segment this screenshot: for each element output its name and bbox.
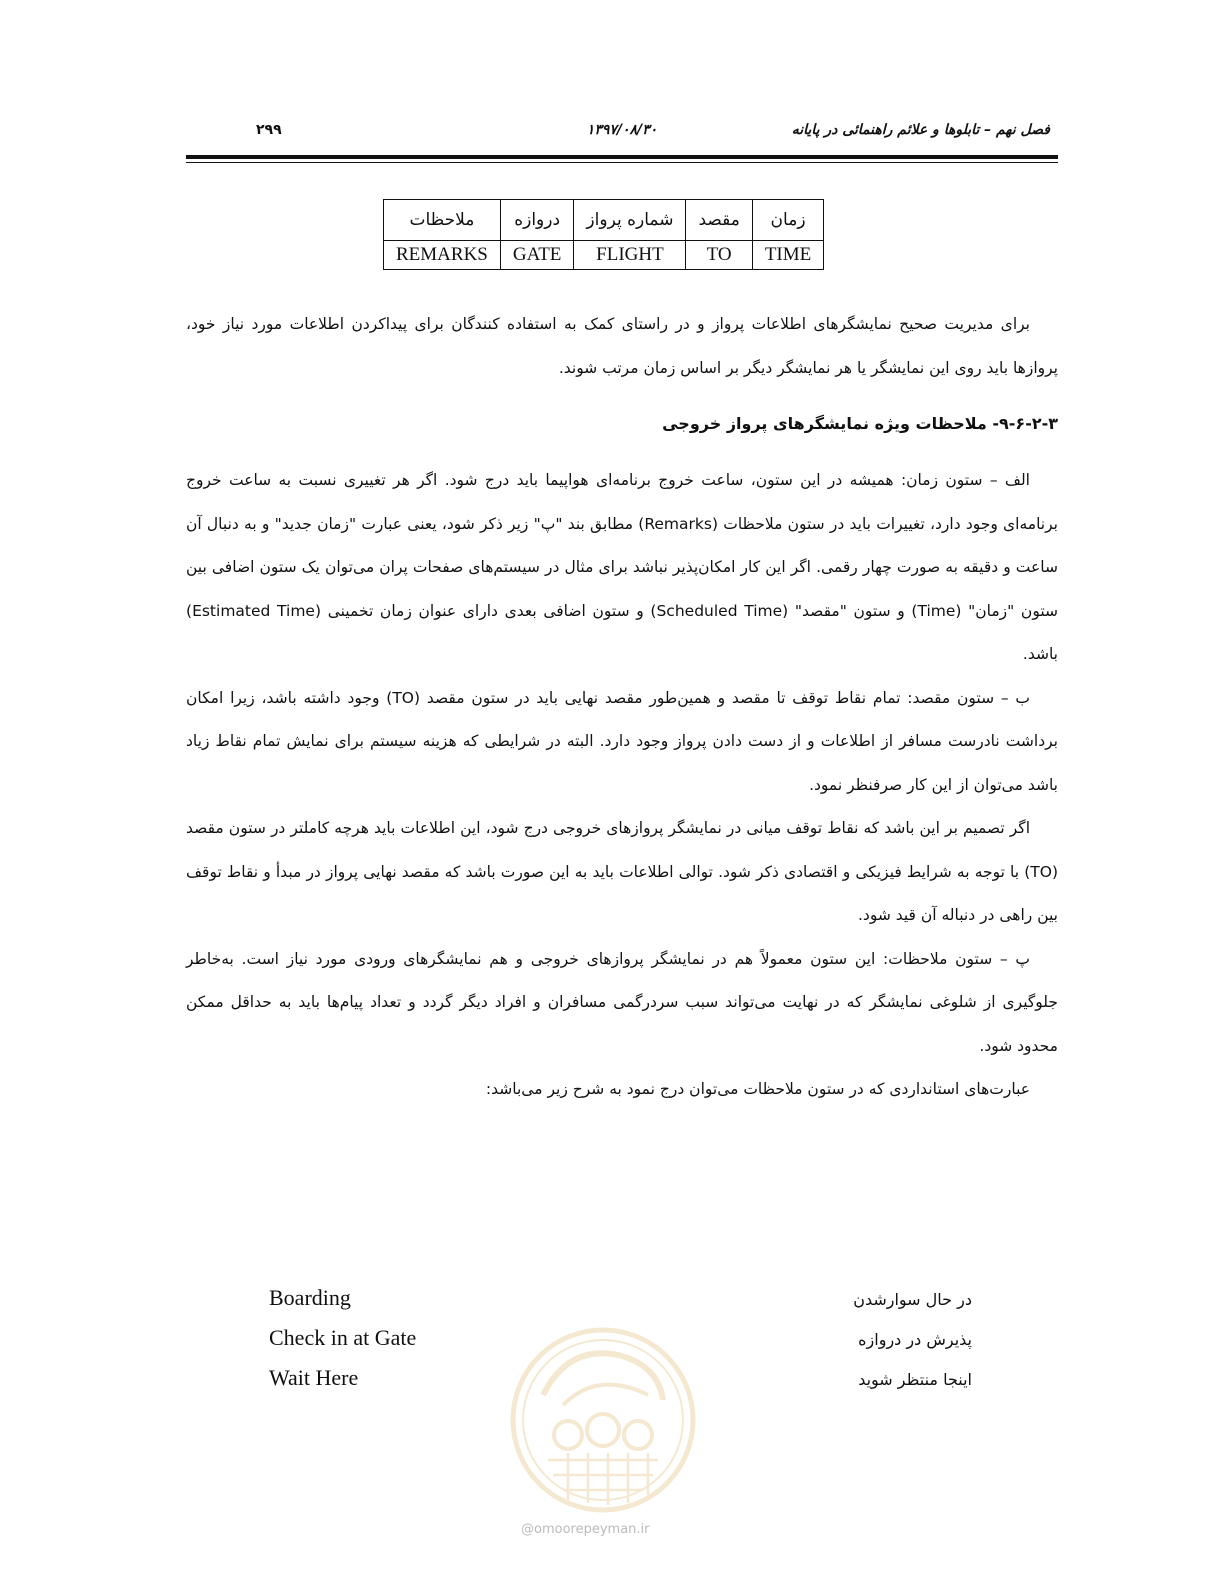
list-item: اینجا منتظر شوید (858, 1370, 972, 1389)
paragraph-time-column: الف – ستون زمان: همیشه در این ستون، ساعت خروج برنامه‌ای هواپیما باید درج شود. اگر هر تغییری نسبت به ساعت خروج برنامه‌ای وجود دارد، تغییرات باید در ستون ملاحظات (Remarks) مطابق بند "پ" زیر ذکر شود، یعنی عبارت "زمان جدید" و به دنبال آن ساعت و دقیقه به صورت چهار رقمی. اگر این کار امکان‌پذیر نباشد برای مثال در سیستم‌های صفحات پران می‌توان یک ستون اضافی بین ستون "زمان" (Time) و ستون "مقصد" (Scheduled Time) و ستون اضافی بعدی دارای عنوان زمان تخمینی (Estimated Time) باشد. (186, 471, 1058, 663)
list-item: Wait Here (269, 1365, 359, 1390)
table-cell: TIME (752, 241, 823, 270)
paragraph-intermediate-stops: اگر تصمیم بر این باشد که نقاط توقف میانی در نمایشگر پروازهای خروجی درج شود، این اطلاعات باید هرچه کاملتر در ستون مقصد (TO) با توجه به شرایط فیزیکی و اقتصادی ذکر شود. توالی اطلاعات باید به این صورت باشد که مقصد نهایی پرواز در مبدأ و نقاط توقف بین راهی در دنباله آن قید شود. (186, 819, 1058, 924)
table-cell: FLIGHT (574, 241, 686, 270)
table-cell: مقصد (686, 200, 752, 241)
page-header (186, 118, 1058, 148)
paragraph-destination-column: ب – ستون مقصد: تمام نقاط توقف تا مقصد و همین‌طور مقصد نهایی باید در ستون مقصد (TO) وجود داشته باشد، زیرا امکان برداشت نادرست مسافر از اطلاعات و از دست دادن پرواز وجود دارد. البته در شرایطی که هزینه سیستم برای نمایش تمام نقاط زیاد باشد می‌توان از این کار صرفنظر نمود. (186, 688, 1058, 794)
table-row-persian (384, 200, 824, 241)
page-number: ۲۹۹ (256, 122, 282, 138)
table-cell: ملاحظات (384, 200, 501, 241)
flight-display-table (383, 199, 824, 270)
paragraph-remarks-column: پ – ستون ملاحظات: این ستون معمولاً هم در نمایشگر پروازهای خروجی و هم نمایشگرهای ورودی مورد نیاز است. به‌خاطر جلوگیری از شلوغی نمایشگر که در نهایت می‌تواند سبب سردرگمی مسافران و افراد دیگر گردد و تعداد پیام‌ها باید به حداقل ممکن محدود شود. (186, 949, 1058, 1055)
section-heading: ۹-۶-۲-۳- ملاحظات ویژه نمایشگرهای پرواز خروجی (662, 414, 1058, 433)
table-cell: REMARKS (384, 241, 501, 270)
table-cell: شماره پرواز (574, 200, 686, 241)
header-rule-thin (186, 162, 1058, 163)
table-cell: زمان (752, 200, 823, 241)
phrases-persian (853, 1280, 972, 1400)
header-rule-thick (186, 155, 1058, 159)
header-date: ۱۳۹۷/۰۸/۳۰ (586, 122, 658, 138)
intro-block (186, 303, 1058, 390)
table-cell: TO (686, 241, 752, 270)
paragraph-standard-phrases: عبارت‌های استانداردی که در ستون ملاحظات می‌توان درج نمود به شرح زیر می‌باشد: (485, 1080, 1030, 1098)
list-item: Check in at Gate (269, 1325, 417, 1350)
chapter-title: فصل نهم – تابلوها و علائم راهنمائی در پایانه (791, 122, 1050, 138)
list-item: در حال سوارشدن (853, 1290, 972, 1309)
table-cell: دروازه (500, 200, 574, 241)
phrases-english (269, 1278, 416, 1398)
watermark-logo (508, 1325, 698, 1515)
table-row-english (384, 241, 824, 270)
intro-paragraph: برای مدیریت صحیح نمایشگرهای اطلاعات پرواز و در راستای کمک به استفاده کنندگان برای پیداکردن اطلاعات مورد نیاز خود، پروازها باید روی این نمایشگر یا هر نمایشگر دیگر بر اساس زمان مرتب شوند. (186, 315, 1058, 377)
list-item: پذیرش در دروازه (858, 1330, 972, 1349)
body-block (186, 459, 1058, 1112)
table-cell: GATE (500, 241, 574, 270)
list-item: Boarding (269, 1285, 351, 1310)
watermark-url: @omoorepeyman.ir (521, 1522, 650, 1537)
